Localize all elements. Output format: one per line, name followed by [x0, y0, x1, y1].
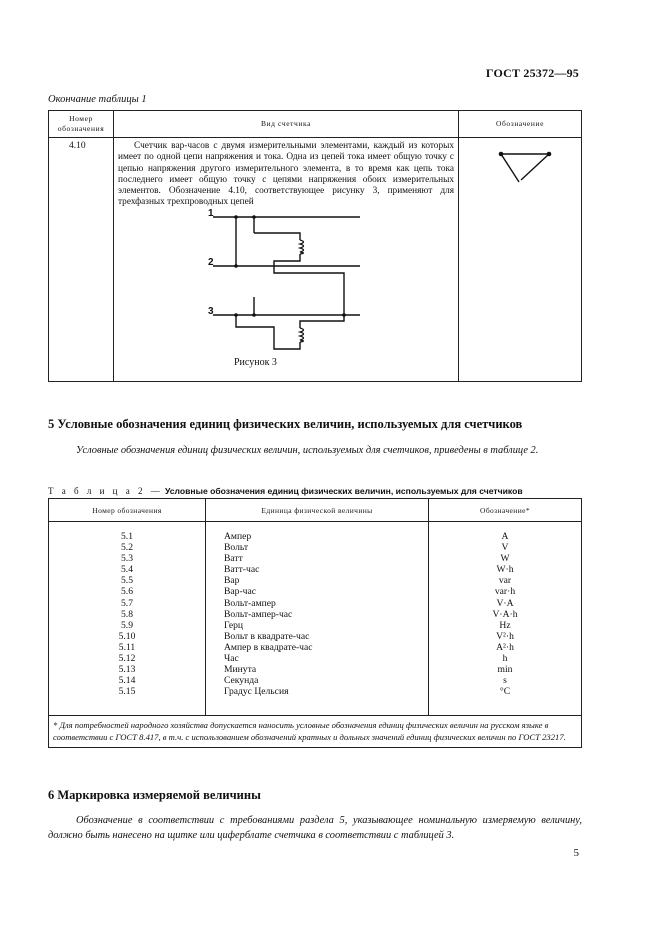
paragraph-text: Обозначение в соответствии с требованиями раздела 5, указывающее номинальную измеряемую величину, должно быть нанесено на щитке или циферблате счетчика в соответствии с таблицей 3.	[48, 815, 582, 841]
table1-col-number-header	[49, 111, 114, 138]
cell-symbol: h	[502, 653, 508, 665]
cell-number: 5.6	[121, 586, 133, 598]
cell-number: 5.1	[121, 531, 133, 542]
paragraph-text: Условные обозначения единиц физических величин, используемых для счетчиков, приведены в таблице 2.	[76, 445, 539, 456]
cell-number: 5.2	[121, 542, 133, 554]
page-number: 5	[573, 847, 579, 859]
cell-symbol: V·A	[496, 597, 514, 609]
cell-unit: Секунда	[224, 675, 259, 687]
cell-unit: Ватт-час	[224, 564, 260, 576]
cell-number: 5.7	[121, 597, 133, 609]
table1	[48, 110, 582, 382]
cell-unit: Градус Цельсия	[224, 686, 289, 698]
cell-unit: Вар-час	[224, 586, 256, 598]
cell-symbol: A	[501, 531, 509, 542]
varhour-meter-symbol-icon	[459, 138, 585, 198]
header-line: Номер	[69, 114, 93, 123]
table2-unit-column	[206, 522, 429, 716]
table2-number-column	[49, 522, 206, 716]
cell-number: 5.8	[121, 608, 133, 620]
figure-label-2: 2	[208, 256, 214, 268]
cell-number: 5.3	[121, 553, 133, 565]
cell-unit: Вольт-ампер	[224, 597, 276, 609]
table1-col-view-header: Вид счетчика	[114, 111, 459, 138]
cell-unit: Вольт-ампер-час	[224, 608, 293, 620]
table2-body	[49, 522, 582, 716]
cell-symbol: V	[501, 542, 509, 554]
section5-paragraph	[48, 443, 582, 458]
cell-number: 5.10	[118, 630, 136, 642]
cell-unit: Ватт	[224, 553, 243, 565]
cell-symbol: Hz	[499, 619, 511, 631]
cell-symbol: V·A·h	[492, 608, 518, 620]
table-row	[49, 138, 582, 382]
row-symbol-cell	[459, 138, 582, 382]
cell-unit: Герц	[224, 619, 244, 631]
figure-label-3: 3	[208, 305, 214, 317]
cell-symbol: V²·h	[496, 630, 514, 642]
wiring-diagram	[118, 209, 462, 381]
cell-symbol: var·h	[494, 586, 516, 598]
cell-number: 5.4	[121, 564, 133, 576]
row-description: Счетчик вар-часов с двумя измерительными элементами, каждый из которых имеет по одной цепи напряжения и тока. Одна из цепей тока имеет общую точку с цепью напряжения другого измерительного элемента, в то время как цепь тока последнего имеет общую точку с цепями напряжения обоих измерительных элементов. Обозначение 4.10, соответствующее рисунку 3, применяют для трехфазных трехпроводных цепей	[118, 141, 454, 208]
cell-number: 5.14	[118, 675, 136, 687]
table2-symbol-column	[429, 522, 582, 716]
cell-number: 5.13	[118, 664, 136, 676]
table2	[48, 498, 582, 748]
document-header: ГОСТ 25372—95	[485, 66, 579, 80]
figure-label-1: 1	[208, 207, 214, 219]
table2-footnote-row	[49, 716, 582, 748]
cell-unit: Час	[224, 653, 239, 665]
cell-symbol: W	[500, 553, 510, 565]
table1-col-symbol-header: Обозначение	[459, 111, 582, 138]
cell-symbol: A²·h	[496, 641, 514, 653]
cell-symbol: °C	[499, 686, 511, 698]
cell-number: 5.15	[118, 686, 136, 698]
caption-prefix: Т а б л и ц а 2 —	[48, 486, 163, 496]
cell-number: 5.11	[118, 641, 136, 653]
cell-unit: Вольт	[224, 542, 249, 554]
footnote-text: * Для потребностей народного хозяйства допускается наносить условные обозначения единиц физических величин на русском языке в соответствии с ГОСТ 8.417, в т.ч. с использованием обозначений кратных и дольных значений единиц физических величин по ГОСТ 23217.	[53, 720, 566, 743]
header-line: обозначения	[57, 124, 105, 133]
table2-caption	[48, 486, 523, 496]
cell-number: 5.9	[121, 619, 133, 631]
cell-symbol: s	[503, 675, 507, 687]
cell-unit: Вольт в квадрате-час	[224, 630, 310, 642]
row-description-cell	[114, 138, 459, 382]
table1-caption: Окончание таблицы 1	[48, 94, 147, 105]
table2-header-unit: Единица физической величины	[206, 499, 429, 522]
cell-unit: Вар	[224, 575, 240, 587]
table2-header-row	[49, 499, 582, 522]
cell-unit: Ампер в квадрате-час	[224, 641, 313, 653]
table2-footnote	[49, 716, 582, 748]
cell-symbol: var	[498, 575, 512, 587]
cell-symbol: min	[497, 664, 513, 676]
figure-3	[118, 209, 454, 381]
caption-title: Условные обозначения единиц физических величин, используемых для счетчиков	[164, 486, 523, 496]
section6-heading: 6 Маркировка измеряемой величины	[48, 788, 261, 802]
table1-header-row	[49, 111, 582, 138]
cell-unit: Минута	[224, 664, 257, 676]
table2-header-number: Номер обозначения	[49, 499, 206, 522]
cell-number: 5.5	[121, 575, 133, 587]
table2-header-symbol: Обозначение*	[429, 499, 582, 522]
figure-caption: Рисунок 3	[234, 356, 277, 368]
cell-symbol: W·h	[496, 564, 514, 576]
section6-paragraph	[48, 813, 582, 843]
cell-unit: Ампер	[224, 531, 252, 542]
cell-number: 5.12	[118, 653, 136, 665]
section5-heading: 5 Условные обозначения единиц физических величин, используемых для счетчиков	[48, 417, 523, 431]
row-number: 4.10	[49, 138, 114, 382]
